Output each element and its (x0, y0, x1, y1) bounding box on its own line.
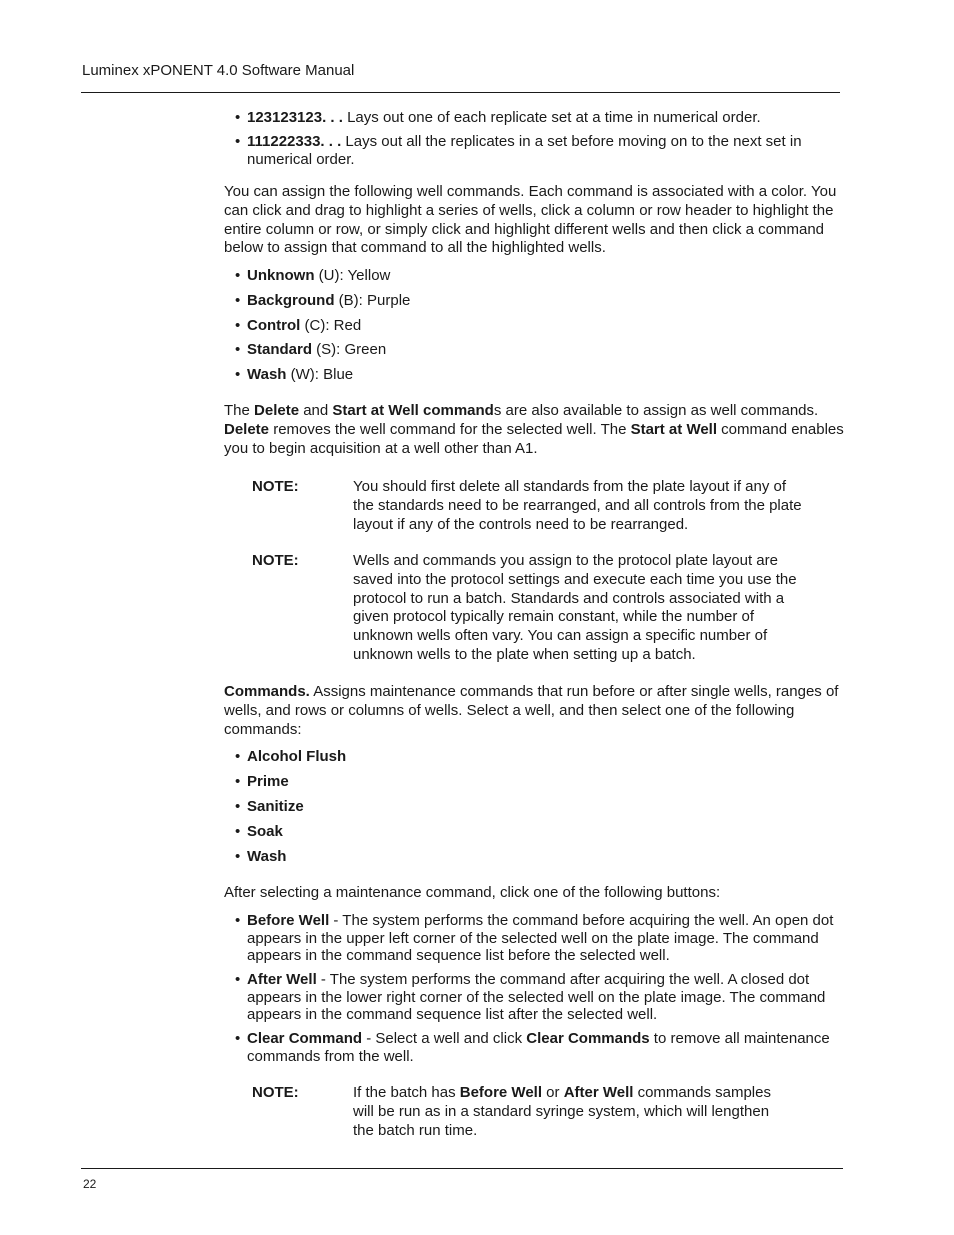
text-run: and (299, 402, 333, 419)
text-run: command enables you to begin acquisition at a well other than A1. (224, 420, 844, 457)
bullet-text: to remove all maintenance commands from the well. (247, 1030, 830, 1065)
command-name: Alcohol Flush (247, 748, 347, 765)
bullet-term: 123123123. . . (247, 109, 343, 126)
bullet-glyph: • (235, 366, 241, 383)
header-divider (81, 92, 840, 93)
bullet-glyph: • (235, 267, 241, 284)
list-item (235, 341, 845, 359)
bullet-glyph: • (235, 848, 241, 865)
commands-paragraph (224, 683, 844, 739)
list-item (235, 267, 845, 285)
list-item (235, 366, 845, 384)
command-name: Soak (247, 823, 283, 840)
note-text (353, 1084, 793, 1140)
list-item (235, 317, 845, 335)
note-block (252, 1084, 812, 1140)
bullet-glyph: • (235, 109, 241, 126)
bullet-text: (C): Red (300, 317, 362, 334)
command-name: Sanitize (247, 798, 304, 815)
bullet-term: Background (247, 292, 335, 309)
note-label: NOTE: (252, 552, 299, 569)
bullet-glyph: • (235, 773, 241, 790)
bullet-text: (S): Green (312, 341, 387, 358)
text-run: commands samples will be run as in a standard syringe system, which will lengthen the batch run time. (353, 1084, 771, 1139)
bullet-term: Clear Commands (526, 1030, 650, 1047)
footer-divider (81, 1168, 843, 1169)
bullet-text: (W): Blue (286, 366, 354, 383)
term-commands: Commands. (224, 683, 310, 700)
bullet-text: - The system performs the command before acquiring the well. An open dot appears in the upper left corner of the selected well on the plate image. The command appears in the command sequence list before the selected well. (247, 912, 834, 965)
bullet-text: - Select a well and click (362, 1030, 527, 1047)
bullet-term: After Well (247, 971, 317, 988)
list-item (235, 292, 845, 310)
bullet-glyph: • (235, 912, 241, 929)
text-run: removes the well command for the selected well. The (269, 420, 631, 438)
bullet-term: 111222333. . . (247, 133, 342, 150)
list-item (235, 133, 845, 168)
note-text: Wells and commands you assign to the protocol plate layout are saved into the protocol settings and execute each time you use the protocol to run a batch. Standards and controls associated with a given protocol typically remain constant, while the number of unknown wells often vary. You can assign a specific number of unknown wells to the plate when setting up a batch. (353, 552, 797, 663)
text-run: If the batch has (353, 1084, 460, 1101)
bullet-glyph: • (235, 748, 241, 765)
command-name: Prime (247, 773, 289, 790)
term-delete: Delete (254, 402, 300, 419)
page-number: 22 (83, 1177, 97, 1191)
list-item (235, 748, 845, 766)
bullet-glyph: • (235, 317, 241, 334)
bullet-term: Before Well (247, 912, 330, 929)
list-item (235, 823, 845, 841)
list-item (235, 798, 845, 816)
bullet-text: (B): Purple (334, 292, 411, 309)
note-block (252, 552, 812, 665)
after-selecting-paragraph: After selecting a maintenance command, click one of the following buttons: (224, 884, 721, 901)
bullet-text: (U): Yellow (314, 267, 391, 284)
text-run: or (542, 1084, 564, 1101)
list-item (235, 971, 845, 1024)
bullet-term: Clear Command (247, 1030, 363, 1047)
bullet-glyph: • (235, 971, 241, 988)
bullet-text: - The system performs the command after acquiring the well. A closed dot appears in the lower right corner of the selected well on the plate image. The command appears in the command sequence list after the selected well. (247, 971, 826, 1024)
note-label: NOTE: (252, 1084, 299, 1101)
bullet-term: Standard (247, 341, 313, 358)
bullet-glyph: • (235, 798, 241, 815)
term-delete: Delete (224, 420, 270, 438)
text-run: s are also available to assign as well commands. (493, 402, 819, 419)
bullet-glyph: • (235, 341, 241, 358)
bullet-glyph: • (235, 823, 241, 840)
bullet-glyph: • (235, 292, 241, 309)
text-run: The (224, 402, 255, 419)
well-commands-intro: You can assign the following well commands. Each command is associated with a color. You can click and drag to highlight a series of wells, click a column or row header to highlight the entire column or row, or simply click and highlight different wells and then click a command below to assign that command to all the highlighted wells. (224, 183, 837, 257)
term-start-at-well: Start at Well (630, 420, 718, 438)
note-label: NOTE: (252, 478, 299, 495)
term-start-at-well-command: Start at Well command (332, 402, 494, 419)
list-item (235, 848, 845, 866)
term-before-well: Before Well (459, 1084, 542, 1101)
bullet-glyph: • (235, 133, 241, 150)
list-item (235, 912, 845, 965)
list-item (235, 1030, 845, 1065)
delete-paragraph (224, 402, 844, 458)
list-item (235, 109, 845, 127)
bullet-term: Wash (247, 366, 287, 383)
note-text: You should first delete all standards from the plate layout if any of the standards need to be rearranged, and all controls from the plate layout if any of the controls need to be rearranged. (353, 478, 802, 533)
text-run: Assigns maintenance commands that run before or after single wells, ranges of wells, and rows or columns of wells. Select a well, and then select one of the following commands: (224, 683, 839, 738)
bullet-term: Unknown (247, 267, 315, 284)
bullet-text: Lays out one of each replicate set at a time in numerical order. (342, 109, 761, 126)
running-header-title: Luminex xPONENT 4.0 Software Manual (82, 62, 355, 79)
term-after-well: After Well (563, 1084, 634, 1101)
note-block (252, 478, 812, 534)
bullet-glyph: • (235, 1030, 241, 1047)
list-item (235, 773, 845, 791)
command-name: Wash (247, 848, 287, 865)
bullet-term: Control (247, 317, 301, 334)
bullet-text: Lays out all the replicates in a set before moving on to the next set in numerical order. (247, 133, 802, 168)
